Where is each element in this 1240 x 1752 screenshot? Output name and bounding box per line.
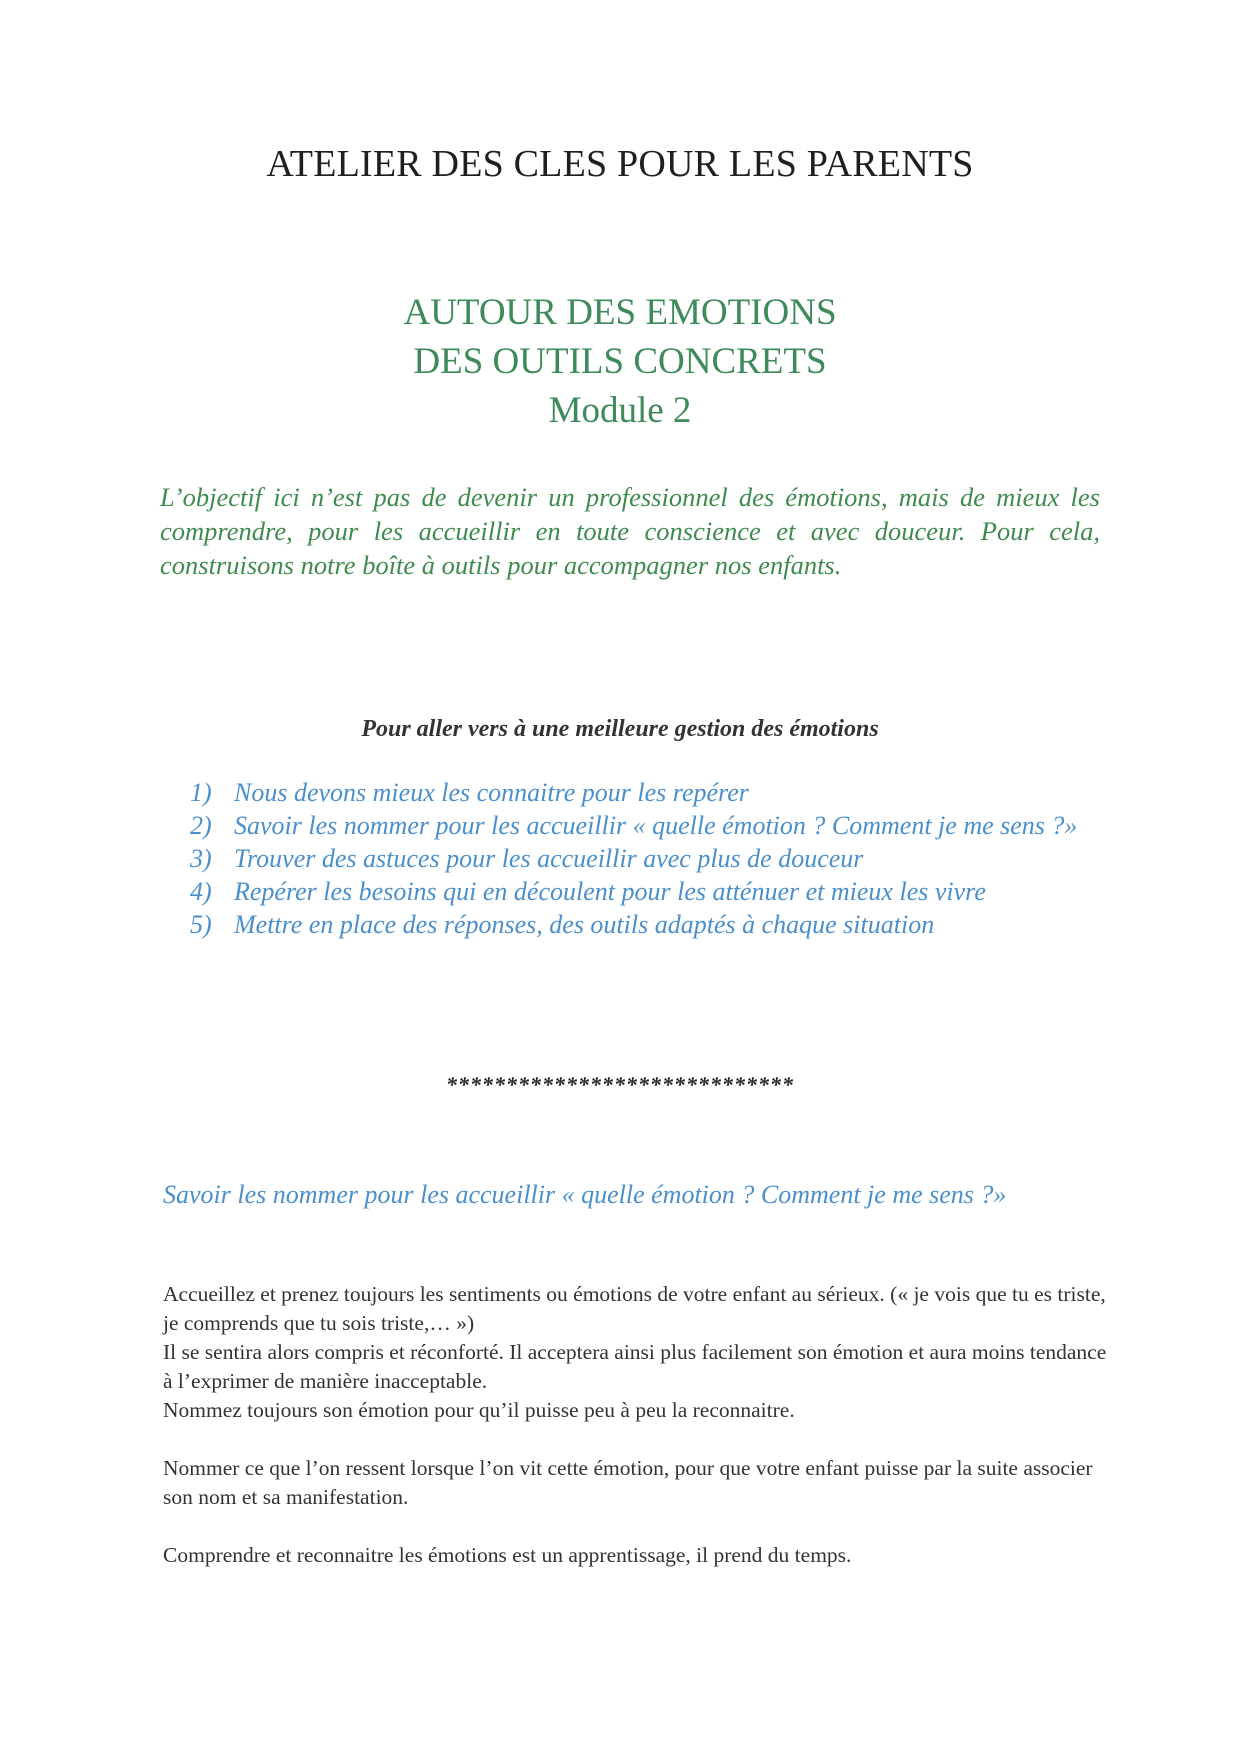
body-line: Il se sentira alors compris et réconforté. Il acceptera ainsi plus facilement son émotion et aura moins tendance à l’exprimer de manière inacceptable. bbox=[163, 1340, 1107, 1393]
body-text bbox=[163, 1280, 1108, 1599]
step-number: 4) bbox=[190, 877, 212, 906]
body-line: Accueillez et prenez toujours les sentiments ou émotions de votre enfant au sérieux. (« je vois que tu es triste, je comprends que tu sois triste,… ») bbox=[163, 1282, 1106, 1335]
intro-paragraph: L’objectif ici n’est pas de devenir un professionnel des émotions, mais de mieux les comprendre, pour les accueillir en toute conscience et avec douceur. Pour cela, construisons notre boîte à outils pour accompagner nos enfants. bbox=[160, 482, 1100, 580]
body-line: Comprendre et reconnaitre les émotions est un apprentissage, il prend du temps. bbox=[163, 1543, 852, 1567]
asterisk-separator: ***************************** bbox=[446, 1072, 794, 1097]
subtitle-line-1: AUTOUR DES EMOTIONS bbox=[403, 292, 837, 333]
step-item bbox=[190, 842, 1105, 875]
steps-list bbox=[190, 776, 1105, 941]
body-line: Nommer ce que l’on ressent lorsque l’on vit cette émotion, pour que votre enfant puisse par la suite associer son nom et sa manifestation. bbox=[163, 1456, 1093, 1509]
step-item bbox=[190, 809, 1105, 842]
subtitle-line-2: DES OUTILS CONCRETS bbox=[413, 341, 827, 382]
step-item bbox=[190, 875, 1105, 908]
document-title: ATELIER DES CLES POUR LES PARENTS bbox=[266, 143, 974, 185]
step-text: Mettre en place des réponses, des outils adaptés à chaque situation bbox=[234, 910, 935, 939]
body-line: Nommez toujours son émotion pour qu’il puisse peu à peu la reconnaitre. bbox=[163, 1398, 795, 1422]
step-item bbox=[190, 908, 1105, 941]
body-paragraph bbox=[163, 1280, 1108, 1425]
module-label: Module 2 bbox=[548, 390, 692, 431]
step-text: Trouver des astuces pour les accueillir avec plus de douceur bbox=[234, 844, 864, 873]
body-paragraph bbox=[163, 1454, 1108, 1512]
step-item bbox=[190, 776, 1105, 809]
step-number: 2) bbox=[190, 811, 212, 840]
section-heading: Pour aller vers à une meilleure gestion des émotions bbox=[361, 716, 879, 742]
step-number: 3) bbox=[190, 844, 212, 873]
step-number: 1) bbox=[190, 778, 212, 807]
step-text: Repérer les besoins qui en découlent pour les atténuer et mieux les vivre bbox=[234, 877, 986, 906]
subtitle-block bbox=[0, 288, 1240, 435]
step-text: Nous devons mieux les connaitre pour les repérer bbox=[234, 778, 749, 807]
step-number: 5) bbox=[190, 910, 212, 939]
body-paragraph bbox=[163, 1541, 1108, 1570]
subsection-heading: Savoir les nommer pour les accueillir « quelle émotion ? Comment je me sens ?» bbox=[163, 1180, 1007, 1209]
step-text: Savoir les nommer pour les accueillir « quelle émotion ? Comment je me sens ?» bbox=[234, 811, 1078, 840]
